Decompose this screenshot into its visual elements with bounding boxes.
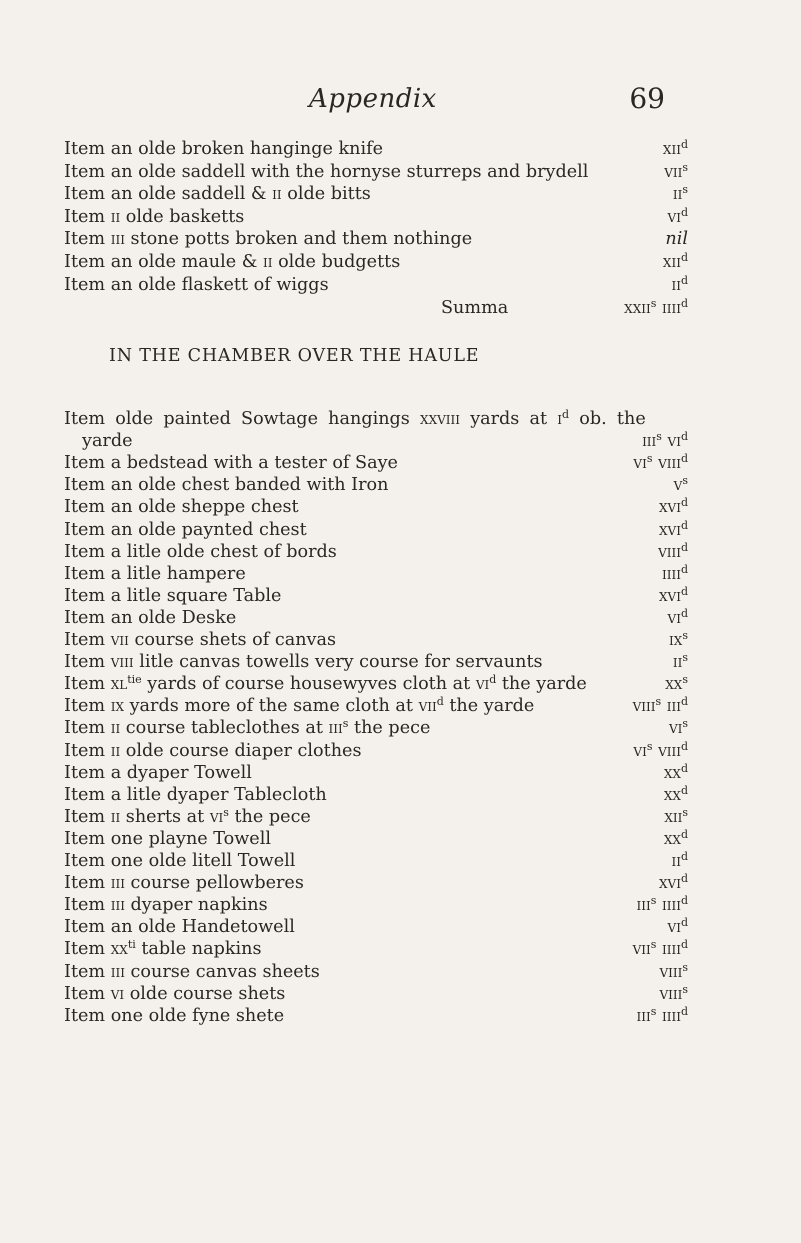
item-amount: xii$^d$	[662, 138, 688, 159]
summa-row	[64, 295, 688, 321]
item-description: Item an olde chest banded with Iron	[64, 475, 389, 496]
item-description: Item an olde Handetowell	[64, 917, 295, 938]
item-description: Item $xl^{tie}$ yards of course housewyves cloth at $vi^d$ the yarde	[64, 673, 587, 695]
item-description: Item vii course shets of canvas	[64, 630, 336, 650]
page-number: 69	[629, 82, 665, 115]
page-header	[0, 84, 801, 124]
item-description-continued: yarde	[82, 431, 133, 452]
item-description: Item $xx^{ti}$ table napkins	[64, 938, 262, 960]
item-amount: viii$^s$	[659, 960, 688, 982]
item-description: Item vi olde course shets	[64, 983, 286, 1004]
item-amount: xii$^d$	[662, 251, 688, 272]
item-amount: $ii^d$	[671, 273, 688, 295]
item-description: Item ii olde course diaper clothes	[64, 740, 362, 761]
item-amount: $xx^d$	[663, 783, 688, 805]
item-description: Item olde painted Sowtage hangings xxviii yards at $i^d$ ob. the	[64, 408, 646, 429]
item-description: Item a litle dyaper Tablecloth	[64, 784, 327, 805]
section-heading: IN THE CHAMBER OVER THE HAULE	[109, 346, 480, 366]
item-description: Item an olde Deske	[64, 607, 237, 628]
item-description: Item ii sherts at $vi^s$ the pece	[64, 805, 311, 827]
item-description: Item an olde saddell with the hornyse sturreps and brydell	[64, 161, 589, 182]
item-amount: iii$^s$ iiii$^d$	[636, 1004, 688, 1026]
item-description: Item a litle olde chest of bords	[64, 541, 337, 562]
summa-label: Summa	[441, 298, 509, 319]
item-description: Item iii dyaper napkins	[64, 895, 268, 916]
item-amount: xxii$^s$ iiii$^d$	[624, 297, 688, 319]
item-amount: viii$^s$	[659, 982, 688, 1004]
item-amount: $ii^s$	[672, 651, 688, 673]
item-amount: $vi^d$	[667, 916, 688, 938]
item-description: Item iii stone potts broken and them nothinge	[64, 229, 473, 250]
item-amount: $vi^s$ viii$^d$	[633, 739, 688, 761]
item-amount: $ix^s$	[669, 629, 688, 650]
item-description: Item one playne Towell	[64, 828, 271, 849]
inventory-row	[64, 1003, 688, 1029]
item-amount: vii$^s$	[664, 160, 688, 182]
item-description: Item an olde sheppe chest	[64, 497, 299, 518]
item-amount: iii$^s$ iiii$^d$	[636, 894, 688, 916]
item-amount: xvi$^d$	[659, 496, 688, 518]
item-description: Item one olde fyne shete	[64, 1005, 285, 1026]
running-head-title: Appendix	[309, 84, 437, 114]
item-amount: $xx^s$	[665, 673, 688, 695]
item-description: Item an olde paynted chest	[64, 519, 307, 540]
item-amount: $vi^d$	[667, 205, 688, 227]
item-description: Item a dyaper Towell	[64, 762, 252, 783]
item-description: Item an olde saddell & ii olde bitts	[64, 184, 371, 205]
item-description: Item one olde litell Towell	[64, 851, 296, 871]
item-amount: xvi$^d$	[659, 518, 688, 540]
item-description: Item an olde flaskett of wiggs	[64, 274, 329, 295]
item-description: Item an olde maule & ii olde budgetts	[64, 252, 401, 272]
item-amount: $v^s$	[673, 474, 688, 496]
item-amount: iii$^s$ $vi^d$	[642, 430, 688, 452]
item-amount: $xx^d$	[663, 761, 688, 783]
item-description: Item iii course pellowberes	[64, 873, 304, 894]
item-description: Item ix yards more of the same cloth at vii$^d$ the yarde	[64, 695, 535, 717]
item-amount: xvi$^d$	[659, 872, 688, 894]
item-amount: $ii^s$	[672, 183, 688, 205]
item-amount: $vi^s$	[668, 717, 688, 739]
item-amount: nil	[665, 229, 688, 250]
item-description: Item ii course tableclothes at iii$^s$ the pece	[64, 717, 431, 739]
item-description: Item a bedstead with a tester of Saye	[64, 453, 398, 474]
item-description: Item viii litle canvas towells very course for servaunts	[64, 652, 543, 673]
item-amount: viii$^s$ iii$^d$	[632, 695, 688, 717]
item-description: Item a litle square Table	[64, 585, 282, 606]
item-amount: $ii^d$	[671, 850, 688, 871]
item-description: Item a litle hampere	[64, 563, 246, 584]
item-amount: vii$^s$ iiii$^d$	[632, 938, 688, 960]
item-amount: xvi$^d$	[659, 584, 688, 606]
item-amount: $xx^d$	[663, 827, 688, 849]
inventory-row	[64, 272, 688, 298]
item-description: Item ii olde basketts	[64, 206, 245, 227]
item-amount: $vi^s$ viii$^d$	[633, 452, 688, 474]
item-description: Item an olde broken hanginge knife	[64, 139, 384, 159]
item-amount: viii$^d$	[658, 540, 688, 562]
item-description: Item iii course canvas sheets	[64, 961, 320, 982]
item-amount: $vi^d$	[667, 606, 688, 628]
item-amount: iiii$^d$	[661, 562, 688, 584]
item-amount: xii$^s$	[664, 805, 688, 827]
